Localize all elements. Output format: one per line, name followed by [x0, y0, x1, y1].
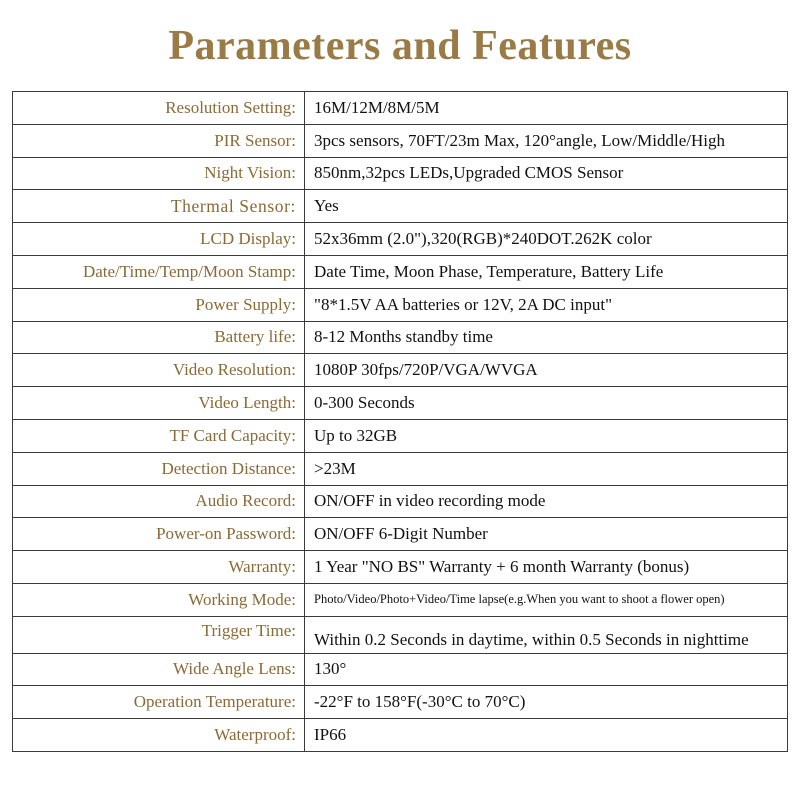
- row-value: 52x36mm (2.0"),320(RGB)*240DOT.262K color: [305, 223, 788, 256]
- table-row: [13, 255, 788, 288]
- table-row: [13, 686, 788, 719]
- row-label: Night Vision:: [13, 157, 305, 190]
- row-label: Wide Angle Lens:: [13, 653, 305, 686]
- table-row: [13, 653, 788, 686]
- row-value: 1080P 30fps/720P/VGA/WVGA: [305, 354, 788, 387]
- row-label: Warranty:: [13, 551, 305, 584]
- row-label: Audio Record:: [13, 485, 305, 518]
- row-value: -22°F to 158°F(-30°C to 70°C): [305, 686, 788, 719]
- table-row: [13, 190, 788, 223]
- row-value: 1 Year "NO BS" Warranty + 6 month Warranty (bonus): [305, 551, 788, 584]
- row-value: Up to 32GB: [305, 419, 788, 452]
- row-label: Video Resolution:: [13, 354, 305, 387]
- table-row: [13, 485, 788, 518]
- table-row: [13, 551, 788, 584]
- row-label: Date/Time/Temp/Moon Stamp:: [13, 255, 305, 288]
- row-value: 3pcs sensors, 70FT/23m Max, 120°angle, Low/Middle/High: [305, 124, 788, 157]
- table-row: [13, 288, 788, 321]
- row-value: Yes: [305, 190, 788, 223]
- row-value: 8-12 Months standby time: [305, 321, 788, 354]
- table-row: [13, 354, 788, 387]
- page-title: Parameters and Features: [168, 23, 632, 69]
- table-row: [13, 124, 788, 157]
- row-value: Photo/Video/Photo+Video/Time lapse(e.g.When you want to shoot a flower open): [305, 583, 788, 616]
- table-row: [13, 452, 788, 485]
- table-row: [13, 157, 788, 190]
- row-label: Power Supply:: [13, 288, 305, 321]
- spec-table: [12, 91, 788, 752]
- table-row: [13, 616, 788, 653]
- row-label: Battery life:: [13, 321, 305, 354]
- table-row: [13, 321, 788, 354]
- row-value: >23M: [305, 452, 788, 485]
- row-value: 16M/12M/8M/5M: [305, 92, 788, 125]
- row-label: Video Length:: [13, 387, 305, 420]
- row-value: Date Time, Moon Phase, Temperature, Battery Life: [305, 255, 788, 288]
- row-label: Detection Distance:: [13, 452, 305, 485]
- row-label: Trigger Time:: [13, 616, 305, 653]
- table-row: [13, 387, 788, 420]
- row-label: Waterproof:: [13, 719, 305, 752]
- table-row: [13, 223, 788, 256]
- row-value: Within 0.2 Seconds in daytime, within 0.5 Seconds in nighttime: [305, 616, 788, 653]
- row-label: Operation Temperature:: [13, 686, 305, 719]
- row-value: 850nm,32pcs LEDs,Upgraded CMOS Sensor: [305, 157, 788, 190]
- row-value: 0-300 Seconds: [305, 387, 788, 420]
- table-row: [13, 419, 788, 452]
- row-label: Thermal Sensor:: [13, 190, 305, 223]
- table-row: [13, 92, 788, 125]
- row-value: ON/OFF in video recording mode: [305, 485, 788, 518]
- row-label: Power-on Password:: [13, 518, 305, 551]
- row-label: Resolution Setting:: [13, 92, 305, 125]
- row-label: PIR Sensor:: [13, 124, 305, 157]
- row-value: IP66: [305, 719, 788, 752]
- row-label: Working Mode:: [13, 583, 305, 616]
- row-value: ON/OFF 6-Digit Number: [305, 518, 788, 551]
- table-row: [13, 583, 788, 616]
- row-value: 130°: [305, 653, 788, 686]
- row-label: TF Card Capacity:: [13, 419, 305, 452]
- table-row: [13, 518, 788, 551]
- row-label: LCD Display:: [13, 223, 305, 256]
- table-row: [13, 719, 788, 752]
- row-value: "8*1.5V AA batteries or 12V, 2A DC input": [305, 288, 788, 321]
